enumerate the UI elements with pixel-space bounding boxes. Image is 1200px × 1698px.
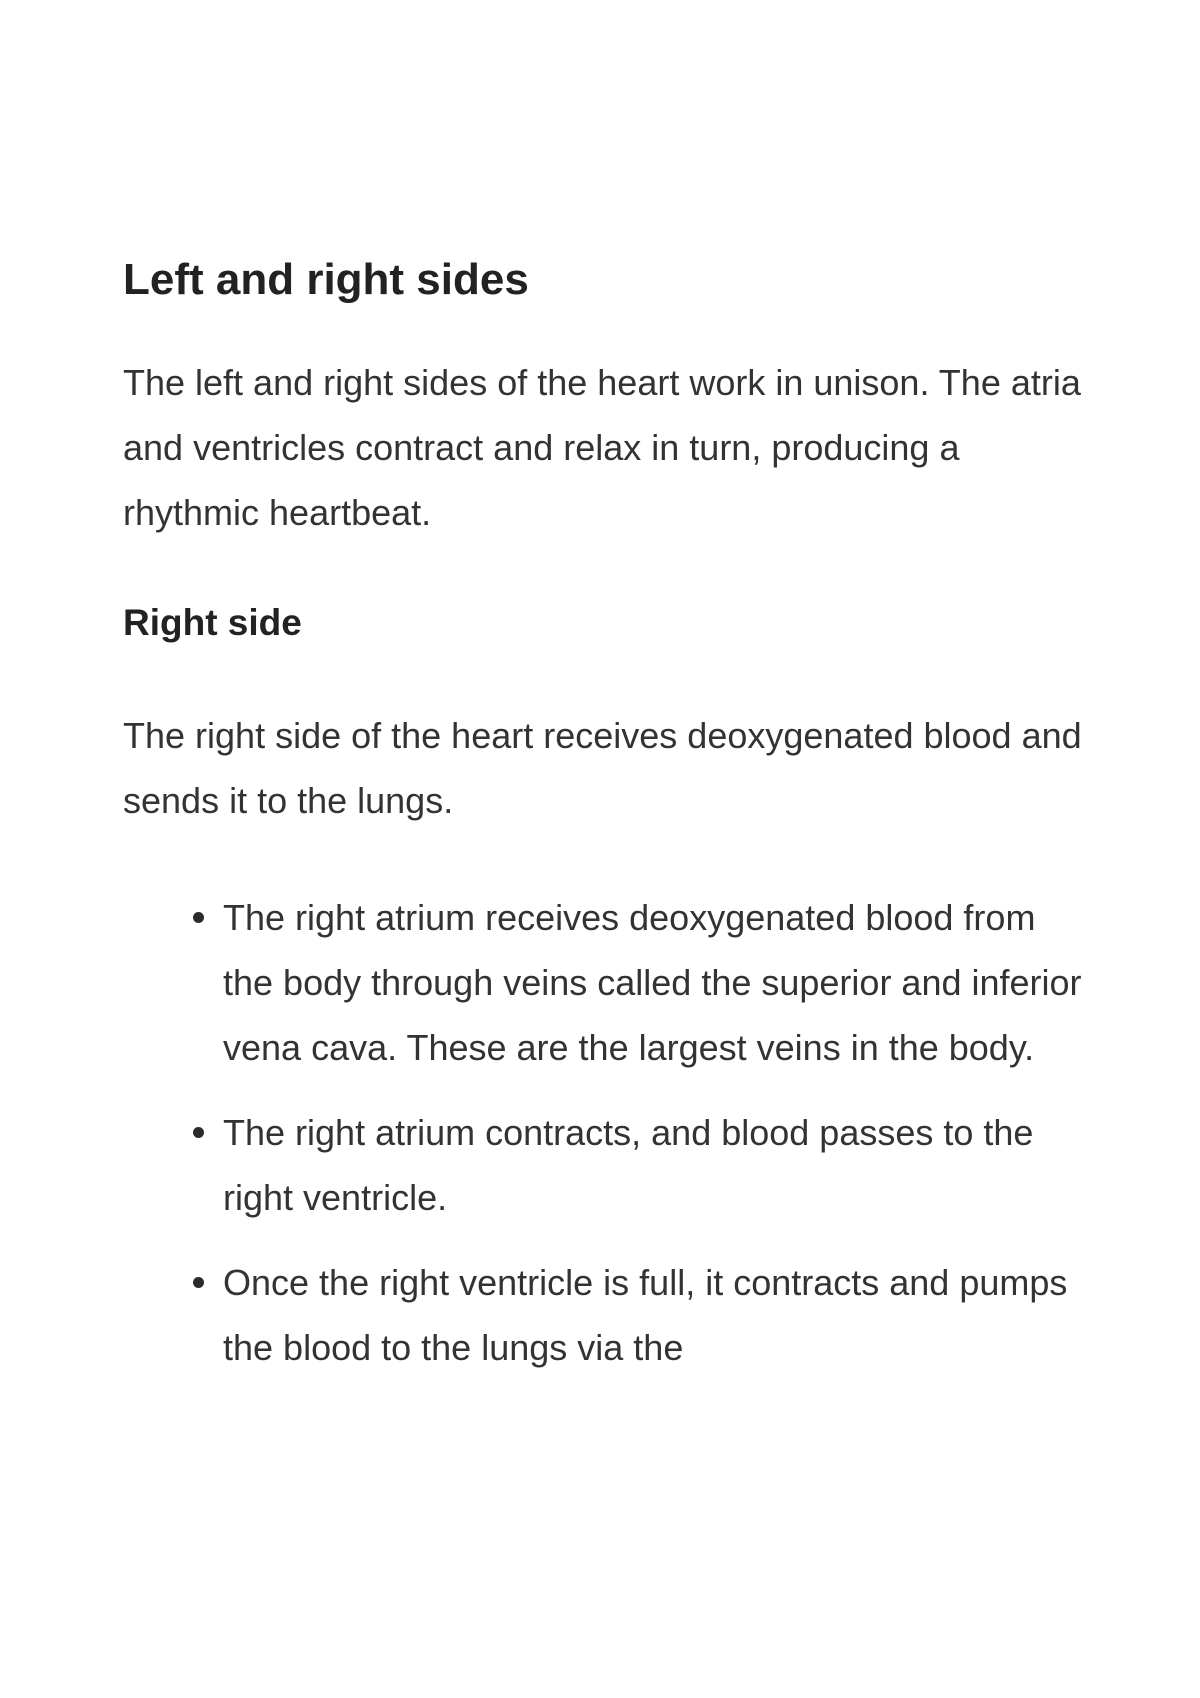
list-item-text: Once the right ventricle is full, it contracts and pumps the blood to the lungs via the	[223, 1262, 1068, 1368]
right-side-paragraph: The right side of the heart receives deoxygenated blood and sends it to the lungs.	[123, 715, 1082, 821]
article-body	[123, 250, 1083, 1400]
list-item	[223, 1100, 1083, 1230]
intro-paragraph: The left and right sides of the heart work in unison. The atria and ventricles contract and relax in turn, producing a rhythmic heartbeat.	[123, 362, 1081, 533]
list-item	[223, 885, 1083, 1080]
subsection-heading: Right side	[123, 602, 302, 643]
list-item-text: The right atrium contracts, and blood passes to the right ventricle.	[223, 1112, 1034, 1218]
bullet-icon	[193, 912, 204, 923]
list-item	[223, 1250, 1083, 1380]
bullet-icon	[193, 1127, 204, 1138]
list-item-text: The right atrium receives deoxygenated blood from the body through veins called the superior and inferior vena cava. These are the largest veins in the body.	[223, 897, 1082, 1068]
bullet-icon	[193, 1277, 204, 1288]
right-side-steps-list	[123, 885, 1083, 1380]
section-heading: Left and right sides	[123, 255, 529, 304]
